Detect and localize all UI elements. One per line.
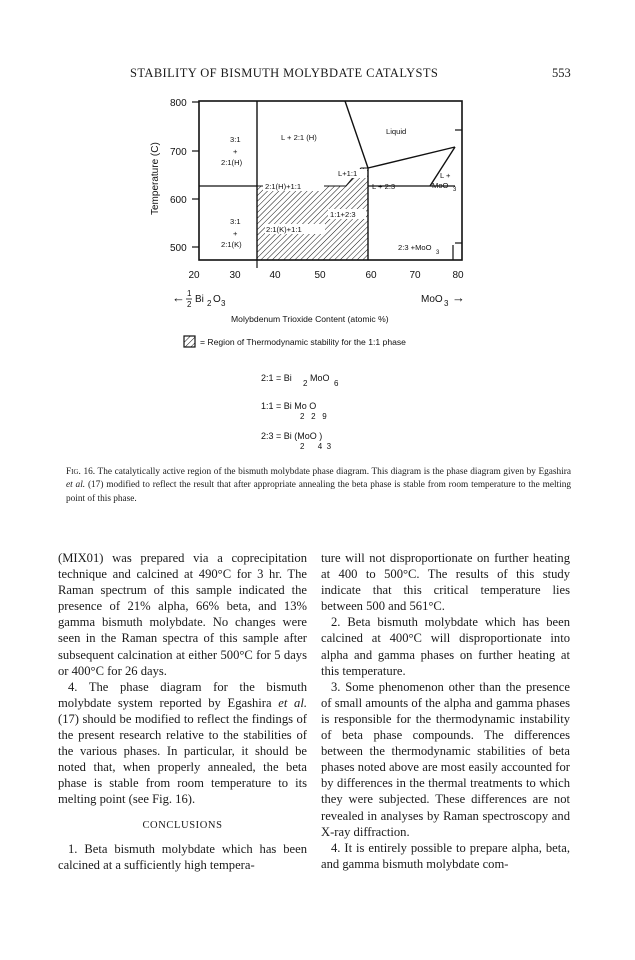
y-tick-700: 700 — [170, 147, 187, 158]
right-paragraph-1: ture will not disproportionate on further heating at 400 to 500°C. The results of this study indicate that this critical temperature lies between 500 and 561°C. — [321, 551, 570, 614]
right-paragraph-3: 3. Some phenomenon other than the presence of small amounts of the alpha and gamma phases is responsible for the thermodynamic instability of beta phase compounds. The differences between the thermodynamic stabilities of beta phases noted above are most easily accounted for by differences in the thermal treatments to which they were subjected. These differences are not revealed in analyses by Raman spectroscopy and X-ray diffraction. — [321, 679, 570, 839]
left-paragraph-1: (MIX01) was prepared via a coprecipitation technique and calcined at 490°C for 3 hr. The Raman spectrum of this sample indicated the presence of 21% alpha, 66% beta, and 13% gamma bismuth molybdate. No changes were seen in the Raman spectra of this sample after subsequent calcination at either 500°C for 5 days or 400°C for 26 days. — [58, 551, 307, 678]
left-end-o: O — [213, 294, 221, 305]
label-23-moo3-2: 3 — [436, 250, 440, 256]
right-end-moo: MoO — [421, 294, 443, 305]
y-tick-800: 800 — [170, 98, 187, 109]
label-21k-11: 2:1(K)+1:1 — [266, 225, 302, 234]
x-tick-70: 70 — [409, 270, 421, 281]
formula-23-label: 2:3 = Bi (MoO ) — [261, 431, 323, 441]
x-tick-20: 20 — [188, 270, 200, 281]
left-p2-text-2: (17) should be modified to reflect the findings of the present research relative to the stabilities of the various phases. In particular, it should be noted that, when properly annealed, the beta phase is stable from room temperature to its melting point (see Fig. 16). — [58, 711, 307, 807]
formula-23-sub: 2 4 3 — [300, 442, 332, 451]
y-tick-600: 600 — [170, 195, 187, 206]
right-end-arrow: → — [452, 290, 465, 305]
left-paragraph-2 — [58, 679, 307, 808]
left-paragraph-3: 1. Beta bismuth molybdate which has been calcined at a sufficiently high tempera- — [58, 841, 307, 872]
right-end-sub: 3 — [444, 299, 449, 308]
label-l-23: L + 2:3 — [372, 182, 396, 191]
phase-diagram-figure — [0, 0, 635, 460]
y-axis-label: Temperature (C) — [150, 142, 161, 215]
label-l-moo3-3: 3 — [453, 187, 457, 193]
label-upper-left-2: + — [233, 147, 238, 156]
y-tick-500: 500 — [170, 243, 187, 254]
label-l-moo3-2: MoO — [432, 181, 449, 190]
right-column — [321, 550, 570, 872]
page-number: 553 — [552, 66, 571, 80]
label-lower-left-3: 2:1(K) — [221, 240, 242, 249]
x-tick-30: 30 — [229, 270, 241, 281]
boundary-liquidus-right — [368, 147, 455, 168]
formula-21-mid: MoO — [310, 373, 330, 383]
boundary-liquidus-left — [345, 101, 368, 168]
formula-11-label: 1:1 = Bi Mo O — [261, 401, 317, 411]
left-end-frac-den: 2 — [187, 300, 192, 309]
conclusions-heading: CONCLUSIONS — [142, 819, 223, 831]
label-23-moo3-1: 2:3 +MoO — [398, 243, 432, 252]
caption-text: The catalytically active region of the bismuth molybdate phase diagram. This diagram is the phase diagram given by Egashira — [95, 467, 571, 477]
left-end-sub2: 3 — [221, 299, 226, 308]
caption-italic: et al. — [66, 480, 86, 491]
formula-21-sub1: 2 — [303, 379, 308, 388]
right-paragraph-4: 4. It is entirely possible to prepare alpha, beta, and gamma bismuth molybdate com- — [321, 840, 570, 871]
caption-text-2: modified to reflect the result that after appropriate annealing the beta phase is stable from room temperature to the melting point of this phase. — [66, 480, 571, 504]
x-tick-50: 50 — [314, 270, 326, 281]
x-tick-40: 40 — [269, 270, 281, 281]
left-end-bi: Bi — [195, 294, 204, 305]
legend-hatch-box — [184, 336, 195, 347]
label-lower-left-2: + — [233, 229, 238, 238]
label-liquid: Liquid — [386, 127, 407, 136]
left-column — [58, 550, 307, 873]
formula-21-label: 2:1 = Bi — [261, 373, 292, 383]
left-p2-italic: et al. — [278, 695, 307, 710]
label-upper-left-1: 3:1 — [230, 135, 241, 144]
legend-text: = Region of Thermodynamic stability for the 1:1 phase — [200, 337, 406, 347]
label-l-moo3-1: L + — [440, 171, 451, 180]
caption-ref: (17) — [85, 480, 104, 491]
x-tick-60: 60 — [365, 270, 377, 281]
label-lower-left-1: 3:1 — [230, 217, 241, 226]
label-l-11: L+1:1 — [338, 169, 358, 178]
x-axis-label: Molybdenum Trioxide Content (atomic %) — [231, 314, 389, 324]
left-end-frac-num: 1 — [187, 289, 192, 298]
formula-11-sub: 2 2 9 — [300, 412, 327, 421]
x-tick-80: 80 — [452, 270, 464, 281]
left-p2-text: 4. The phase diagram for the bismuth molybdate system reported by Egashira — [58, 679, 307, 710]
caption-label: Fig. 16. — [66, 467, 96, 477]
label-l-21h: L + 2:1 (H) — [281, 133, 317, 142]
right-paragraph-2: 2. Beta bismuth molybdate which has been calcined at 400°C will disproportionate into alpha and gamma phases on further heating at this temperature. — [321, 615, 570, 678]
label-upper-left-3: 2:1(H) — [221, 158, 243, 167]
label-11-23: 1:1+2:3 — [330, 210, 356, 219]
formula-21-sub2: 6 — [334, 379, 339, 388]
label-21h-11: 2:1(H)+1:1 — [265, 182, 302, 191]
left-end-sub1: 2 — [207, 299, 212, 308]
running-head: STABILITY OF BISMUTH MOLYBDATE CATALYSTS — [130, 66, 439, 80]
figure-caption — [66, 466, 571, 506]
left-end-arrow: ← — [172, 290, 185, 305]
